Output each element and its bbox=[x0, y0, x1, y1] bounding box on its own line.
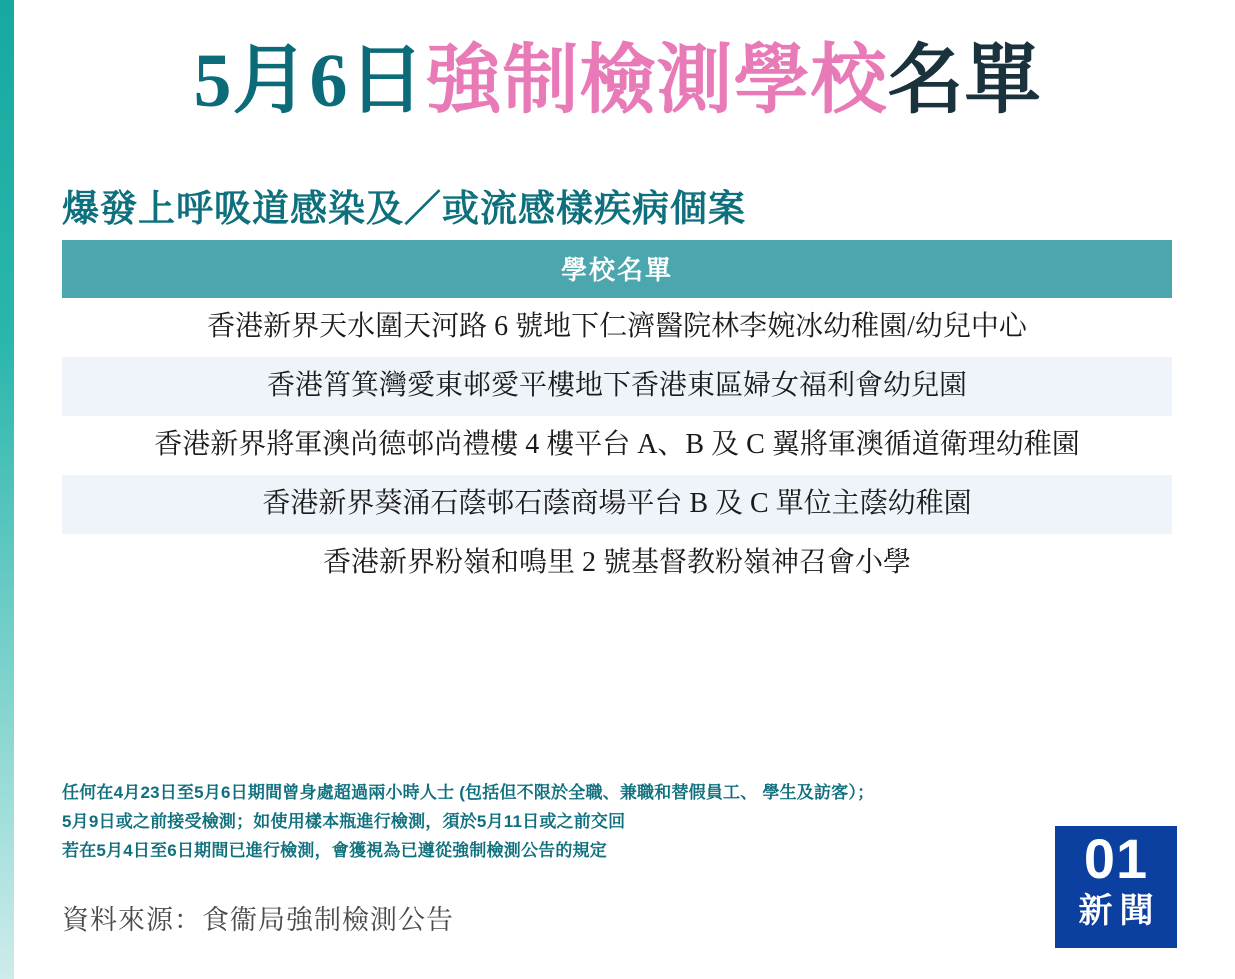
footnote-line: 任何在4月23日至5月6日期間曾身處超過兩小時人士 (包括但不限於全職、兼職和替假員工、 學生及訪客）； bbox=[62, 783, 875, 802]
table-row: 香港新界葵涌石蔭邨石蔭商場平台 B 及 C 單位主蔭幼稚園 bbox=[62, 475, 1172, 534]
school-list-table bbox=[62, 240, 1172, 593]
footnotes bbox=[62, 778, 1062, 865]
subtitle: 爆發上呼吸道感染及／或流感樣疾病個案 bbox=[62, 189, 746, 230]
source-line: 資料來源：食衞局強制檢測公告 bbox=[62, 905, 454, 935]
logo-word: 新聞 bbox=[1078, 893, 1161, 930]
left-accent-bar bbox=[0, 0, 14, 979]
page-title bbox=[0, 38, 1235, 124]
footnote-line: 5月9日或之前接受檢測；如使用樣本瓶進行檢測，須於5月11日或之前交回 bbox=[62, 812, 626, 831]
title-highlight: 強制檢測學校 bbox=[425, 39, 888, 123]
table-row: 香港筲箕灣愛東邨愛平樓地下香港東區婦女福利會幼兒園 bbox=[62, 357, 1172, 416]
title-date: 5月6日 bbox=[193, 39, 426, 123]
title-tail: 名單 bbox=[887, 39, 1042, 123]
footnote-line: 若在5月4日至6日期間已進行檢測，會獲視為已遵從強制檢測公告的規定 bbox=[62, 841, 607, 860]
logo-number: 01 bbox=[1083, 827, 1149, 890]
table-row: 香港新界將軍澳尚德邨尚禮樓 4 樓平台 A、B 及 C 翼將軍澳循道衛理幼稚園 bbox=[62, 416, 1172, 475]
table-column-header: 學校名單 bbox=[62, 240, 1172, 298]
table-row: 香港新界粉嶺和鳴里 2 號基督教粉嶺神召會小學 bbox=[62, 534, 1172, 593]
hk01-logo bbox=[1055, 826, 1177, 948]
table-row: 香港新界天水圍天河路 6 號地下仁濟醫院林李婉冰幼稚園/幼兒中心 bbox=[62, 298, 1172, 357]
